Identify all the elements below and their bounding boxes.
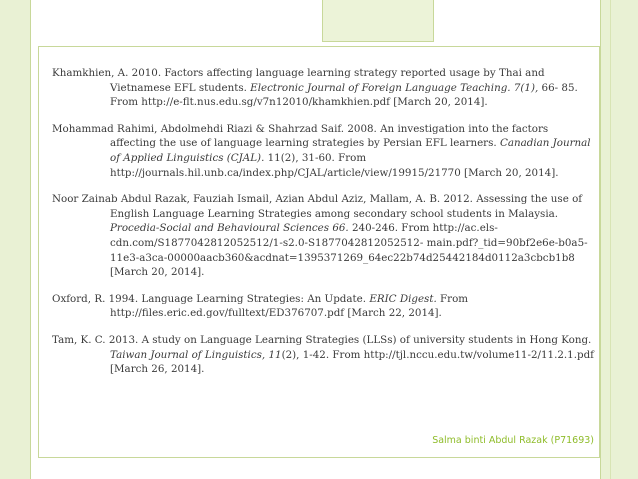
reference-journal: Canadian Journal of Applied Linguistics (CJAL). [110, 137, 591, 164]
reference-item [52, 333, 596, 377]
reference-item [52, 66, 596, 110]
reference-text: Noor Zainab Abdul Razak, Fauziah Ismail, Azian Abdul Aziz, Mallam, A. B. 2012. Assessing the use of English Language Learning Strategies among secondary school students in Malaysia. [52, 193, 583, 220]
reference-item [52, 122, 596, 180]
reference-item [52, 192, 596, 280]
reference-text: Mohammad Rahimi, Abdolmehdi Riazi & Shahrzad Saif. 2008. An investigation into the factors affecting the use of language learning strategies by Persian EFL learners. [52, 122, 549, 150]
reference-text: Oxford, R. 1994. Language Learning Strategies: An Update. [52, 292, 370, 305]
reference-journal: Electronic Journal of Foreign Language Teaching. 7(1), [250, 81, 539, 94]
reference-journal: Taiwan Journal of Linguistics, 11 [110, 348, 282, 361]
author-footer: Salma binti Abdul Razak (P71693) [432, 435, 594, 446]
reference-journal: ERIC Digest. [369, 292, 437, 305]
reference-text: (2), 1-42. From http://tjl.nccu.edu.tw/volume11-2/11.2.1.pdf [March 26, 2014]. [110, 348, 594, 376]
reference-text: From http://files.eric.ed.gov/fulltext/ED376707.pdf [March 22, 2014]. [110, 292, 469, 320]
reference-text: 240-246. From http://ac.els-cdn.com/S1877042812052512/1-s2.0-S1877042812052512- main.pdf?_tid=90bf2e6e-b0a5-11e3-a3ca-00000aacb360&acdnat=1395371269_64ec22b74d25442184d0112a3cbcb1b8 [March 20, 2014]. [110, 222, 588, 279]
reference-journal: Procedia-Social and Behavioural Sciences 66. [110, 222, 349, 235]
reference-text: 66- 85. From http://e-flt.nus.edu.sg/v7n12010/khamkhien.pdf [March 20, 2014]. [110, 81, 578, 109]
top-decor-square [322, 0, 434, 42]
reference-text: 11(2), 31-60. From http://journals.hil.unb.ca/index.php/CJAL/article/view/19915/21770 [March 20, 2014]. [110, 151, 559, 179]
reference-item [52, 292, 596, 321]
reference-text: Khamkhien, A. 2010. Factors affecting language learning strategy reported usage by Thai and Vietnamese EFL students. [52, 67, 545, 94]
right-decor-line [600, 0, 601, 479]
left-decor-band [0, 0, 30, 479]
reference-text: Tam, K. C. 2013. A study on Language Learning Strategies (LLSs) of university students in Hong Kong. [52, 333, 592, 346]
right-decor-band [600, 0, 638, 479]
reference-list [52, 66, 596, 389]
right-decor-line-inner [610, 0, 611, 479]
left-decor-line [30, 0, 31, 479]
